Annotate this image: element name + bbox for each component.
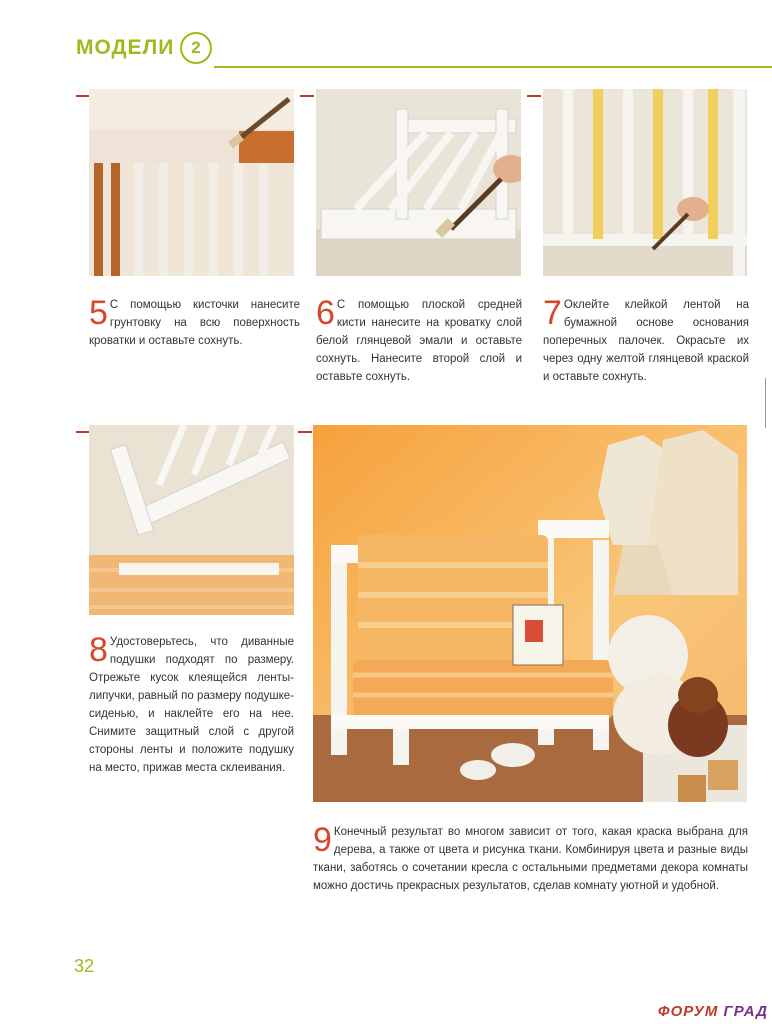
section-title: МОДЕЛИ bbox=[76, 36, 175, 59]
step-6-tick bbox=[300, 95, 314, 97]
step-9-tick bbox=[298, 431, 312, 433]
step-5-text: С помощью кисточки нанесите грунтовку на всю поверхность кроватки и оставьте сохнуть. bbox=[89, 299, 300, 347]
step-8-big-number: 8 bbox=[89, 631, 108, 669]
step-6-photo bbox=[316, 89, 521, 276]
watermark-part-1: ФОРУМ bbox=[657, 1003, 719, 1020]
watermark-part-2: ГРАД bbox=[723, 1003, 768, 1020]
step-9-photo bbox=[313, 425, 747, 802]
header-rule bbox=[214, 66, 772, 68]
step-7-big-number: 7 bbox=[543, 294, 562, 332]
page-number: 32 bbox=[74, 956, 95, 976]
step-9-text: Конечный результат во многом зависит от того, какая краска выбрана для дерева, а также от цвета и рисунка ткани. Комбинируя цвета и разные виды ткани, заботясь о сочетании кресла с остальными предметами декора комнаты можно достичь прекрасных результатов, сделав комнату уютной и удобной. bbox=[313, 826, 748, 892]
section-number-badge: 2 bbox=[180, 32, 212, 64]
step-8-tick bbox=[76, 431, 90, 433]
step-5-big-number: 5 bbox=[89, 294, 108, 332]
page-edge-mark bbox=[765, 378, 772, 428]
step-8-photo bbox=[89, 425, 294, 615]
watermark bbox=[658, 1003, 768, 1020]
step-6-text-block bbox=[316, 296, 522, 386]
step-8-text: Удостоверьтесь, что диванные подушки подходят по размеру. Отрежьте кусок клеящейся ленты-липучки, равный по размеру подушке-сиденью, и наклейте его на нее. Снимите защитный слой с другой стороны ленты и положите подушку на место, прижав места склеивания. bbox=[89, 636, 294, 774]
step-7-text-block bbox=[543, 296, 749, 386]
step-5-photo bbox=[89, 89, 294, 276]
step-8-text-block bbox=[89, 633, 294, 777]
step-7-photo bbox=[543, 89, 747, 276]
step-9-big-number: 9 bbox=[313, 821, 332, 859]
step-7-text: Оклейте клейкой лентой на бумажной основе основания поперечных палочек. Окрасьте их через одну желтой глянцевой краской и оставьте сохнуть. bbox=[543, 299, 749, 383]
step-5-text-block bbox=[89, 296, 300, 350]
step-9-text-block bbox=[313, 823, 748, 895]
step-7-tick bbox=[527, 95, 541, 97]
step-6-big-number: 6 bbox=[316, 294, 335, 332]
step-6-text: С помощью плоской средней кисти нанесите на кроватку слой белой глянцевой эмали и оставьте сохнуть. Нанесите второй слой и оставьте сохнуть. bbox=[316, 299, 522, 383]
step-5-tick bbox=[76, 95, 90, 97]
